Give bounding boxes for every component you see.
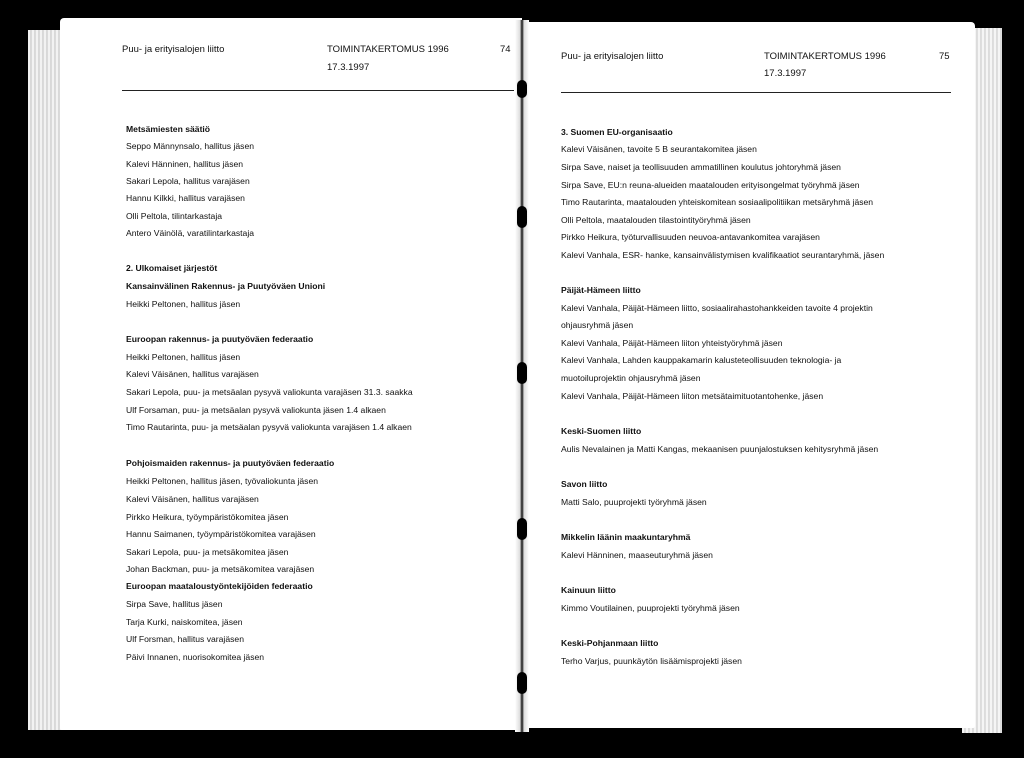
right-line: Kalevi Vanhala, Päijät-Hämeen liiton metsätaimituotantohenke, jäsen — [561, 391, 824, 401]
right-line: Savon liitto — [561, 479, 608, 489]
binding-mark — [517, 362, 527, 384]
right-line: Aulis Nevalainen ja Matti Kangas, mekaanisen puunjalostuksen kehitysryhmä jäsen — [561, 444, 879, 454]
left-page-number: 74 — [500, 44, 511, 55]
right-line: 3. Suomen EU-organisaatio — [561, 127, 673, 137]
right-line: Päijät-Hämeen liitto — [561, 285, 641, 295]
right-line: Keski-Suomen liitto — [561, 426, 642, 436]
right-line: Kimmo Voutilainen, puuprojekti työryhmä jäsen — [561, 603, 740, 613]
right-line: Olli Peltola, maatalouden tilastointityöryhmä jäsen — [561, 215, 751, 225]
left-line: Heikki Peltonen, hallitus jäsen, työvaliokunta jäsen — [126, 476, 319, 486]
left-header-date: 17.3.1997 — [327, 62, 370, 73]
right-line: Sirpa Save, EU:n reuna-alueiden maatalouden erityisongelmat työryhmä jäsen — [561, 180, 860, 190]
left-line: Ulf Forsman, hallitus varajäsen — [126, 634, 244, 644]
left-line: Kalevi Hänninen, hallitus jäsen — [126, 159, 244, 169]
right-line: Terho Varjus, puunkäytön lisäämisprojekti jäsen — [561, 656, 742, 666]
left-line: Timo Rautarinta, puu- ja metsäalan pysyvä valiokunta varajäsen 1.4 alkaen — [126, 422, 412, 432]
right-header-rule — [561, 92, 951, 93]
right-line: Kalevi Hänninen, maaseuturyhmä jäsen — [561, 550, 713, 560]
left-line: Sakari Lepola, puu- ja metsäkomitea jäsen — [126, 547, 289, 557]
left-line: Sakari Lepola, puu- ja metsäalan pysyvä valiokunta varajäsen 31.3. saakka — [126, 387, 413, 397]
binding-mark — [517, 206, 527, 228]
right-header-date: 17.3.1997 — [764, 68, 807, 79]
right-line: Mikkelin läänin maakuntaryhmä — [561, 532, 691, 542]
left-line: Metsämiesten säätiö — [126, 124, 211, 134]
left-line: Sirpa Save, hallitus jäsen — [126, 599, 223, 609]
left-header-org: Puu- ja erityisalojen liitto — [122, 44, 225, 55]
left-line: Kalevi Väisänen, hallitus varajäsen — [126, 494, 259, 504]
right-header-report: TOIMINTAKERTOMUS 1996 — [764, 51, 886, 62]
left-line: Pirkko Heikura, työympäristökomitea jäsen — [126, 512, 289, 522]
left-line: Heikki Peltonen, hallitus jäsen — [126, 299, 241, 309]
right-page-number: 75 — [939, 51, 950, 62]
right-line: Kalevi Väisänen, tavoite 5 B seurantakomitea jäsen — [561, 144, 757, 154]
left-line: Olli Peltola, tilintarkastaja — [126, 211, 223, 221]
right-line: muotoiluprojektin ohjausryhmä jäsen — [561, 373, 701, 383]
right-line: Kalevi Vanhala, Lahden kauppakamarin kalusteteollisuuden teknologia- ja — [561, 355, 842, 365]
left-line: 2. Ulkomaiset järjestöt — [126, 263, 218, 273]
left-line: Kalevi Väisänen, hallitus varajäsen — [126, 369, 259, 379]
binding-mark — [517, 672, 527, 694]
left-line: Hannu Kilkki, hallitus varajäsen — [126, 193, 245, 203]
left-header-rule — [122, 90, 514, 91]
left-header-report: TOIMINTAKERTOMUS 1996 — [327, 44, 449, 55]
right-line: Matti Salo, puuprojekti työryhmä jäsen — [561, 497, 707, 507]
left-line: Tarja Kurki, naiskomitea, jäsen — [126, 617, 243, 627]
right-line: ohjausryhmä jäsen — [561, 320, 634, 330]
left-line: Sakari Lepola, hallitus varajäsen — [126, 176, 250, 186]
left-line: Euroopan maataloustyöntekijöiden federaatio — [126, 581, 313, 591]
left-line: Ulf Forsaman, puu- ja metsäalan pysyvä valiokunta jäsen 1.4 alkaen — [126, 405, 386, 415]
right-header-org: Puu- ja erityisalojen liitto — [561, 51, 664, 62]
left-line: Antero Väinölä, varatilintarkastaja — [126, 228, 255, 238]
left-line: Heikki Peltonen, hallitus jäsen — [126, 352, 241, 362]
left-line: Seppo Männynsalo, hallitus jäsen — [126, 141, 255, 151]
left-line: Hannu Saimanen, työympäristökomitea varajäsen — [126, 529, 316, 539]
left-line: Pohjoismaiden rakennus- ja puutyöväen federaatio — [126, 458, 335, 468]
binding-mark — [517, 80, 527, 98]
right-line: Kainuun liitto — [561, 585, 616, 595]
right-line: Kalevi Vanhala, Päijät-Hämeen liiton yhteistyöryhmä jäsen — [561, 338, 783, 348]
right-line: Kalevi Vanhala, ESR- hanke, kansainvälistymisen kvalifikaatiot seurantaryhmä, jäsen — [561, 250, 885, 260]
right-line: Sirpa Save, naiset ja teollisuuden ammatillinen koulutus johtoryhmä jäsen — [561, 162, 841, 172]
left-line: Päivi Innanen, nuorisokomitea jäsen — [126, 652, 265, 662]
right-line: Keski-Pohjanmaan liitto — [561, 638, 659, 648]
right-line: Kalevi Vanhala, Päijät-Hämeen liitto, sosiaalirahastohankkeiden tavoite 4 projektin — [561, 303, 873, 313]
right-line: Timo Rautarinta, maatalouden yhteiskomitean sosiaalipolitiikan metsäryhmä jäsen — [561, 197, 874, 207]
binding-mark — [517, 518, 527, 540]
right-line: Pirkko Heikura, työturvallisuuden neuvoa-antavankomitea varajäsen — [561, 232, 820, 242]
left-line: Euroopan rakennus- ja puutyöväen federaatio — [126, 334, 314, 344]
left-line: Johan Backman, puu- ja metsäkomitea varajäsen — [126, 564, 315, 574]
left-line: Kansainvälinen Rakennus- ja Puutyöväen Unioni — [126, 281, 326, 291]
